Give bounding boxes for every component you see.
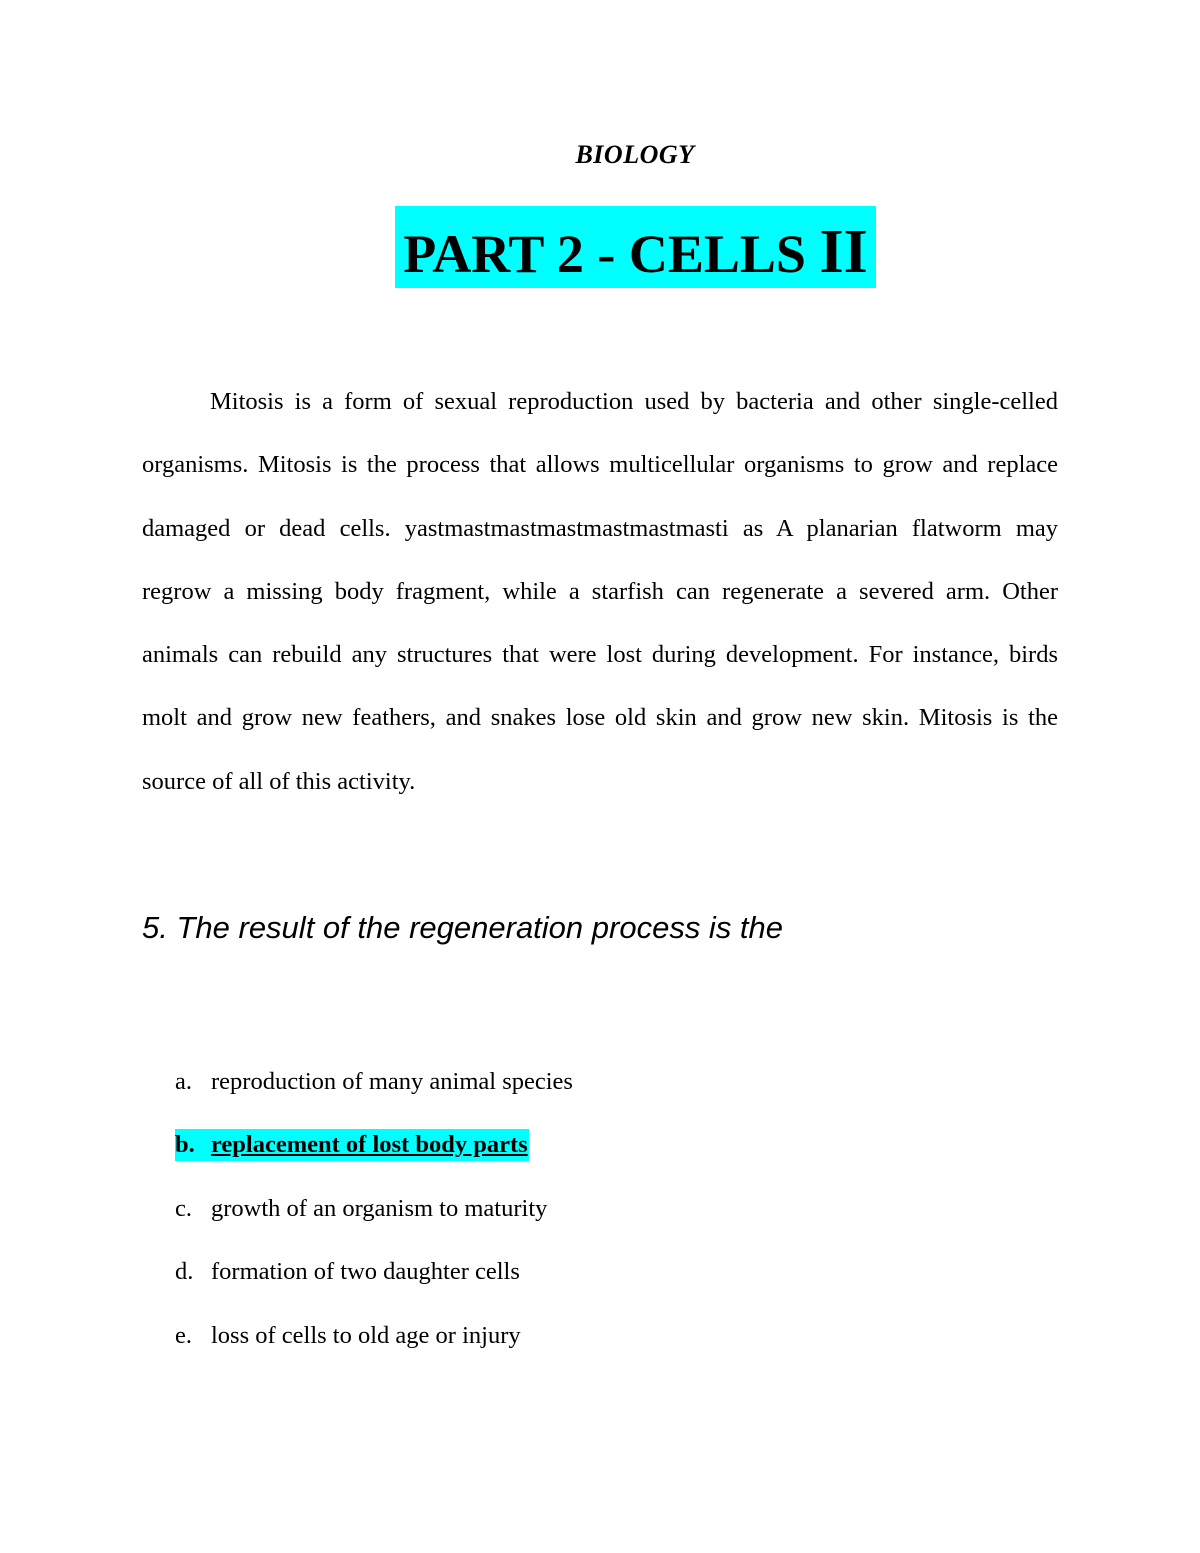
option-d [175, 1248, 573, 1311]
reading-passage: Mitosis is a form of sexual reproduction used by bacteria and other single-celled organisms. Mitosis is the process that allows multicellular organisms to grow and replace damaged or dead cells. yastmastmastmastmastmastmasti as A planarian flatworm may regrow a missing body fragment, while a starfish can regenerate a severed arm. Other animals can rebuild any structures that were lost during development. For instance, birds molt and grow new feathers, and snakes lose old skin and grow new skin. Mitosis is the source of all of this activity. [142, 388, 1058, 795]
option-e [175, 1312, 573, 1375]
option-letter: c. [175, 1194, 192, 1222]
option-text: loss of cells to old age or injury [211, 1321, 521, 1349]
title-roman-numeral: II [819, 218, 868, 286]
option-text: reproduction of many animal species [211, 1068, 573, 1095]
answer-options [175, 1058, 573, 1375]
option-text: replacement of lost body parts [211, 1131, 528, 1159]
option-b-correct-answer [175, 1121, 573, 1184]
page-title [395, 220, 876, 286]
option-letter: e. [175, 1321, 192, 1349]
subject-heading: BIOLOGY [575, 140, 695, 169]
option-text: growth of an organism to maturity [211, 1194, 548, 1222]
option-a [175, 1058, 573, 1121]
question-prompt: 5. The result of the regeneration process is the [142, 910, 784, 945]
title-main-text: PART 2 - CELLS [403, 224, 820, 284]
option-c [175, 1185, 573, 1248]
option-letter: d. [175, 1258, 194, 1286]
option-letter: b. [175, 1131, 195, 1159]
option-text: formation of two daughter cells [211, 1258, 520, 1286]
answer-highlight [175, 1129, 529, 1161]
option-letter: a. [175, 1068, 192, 1095]
